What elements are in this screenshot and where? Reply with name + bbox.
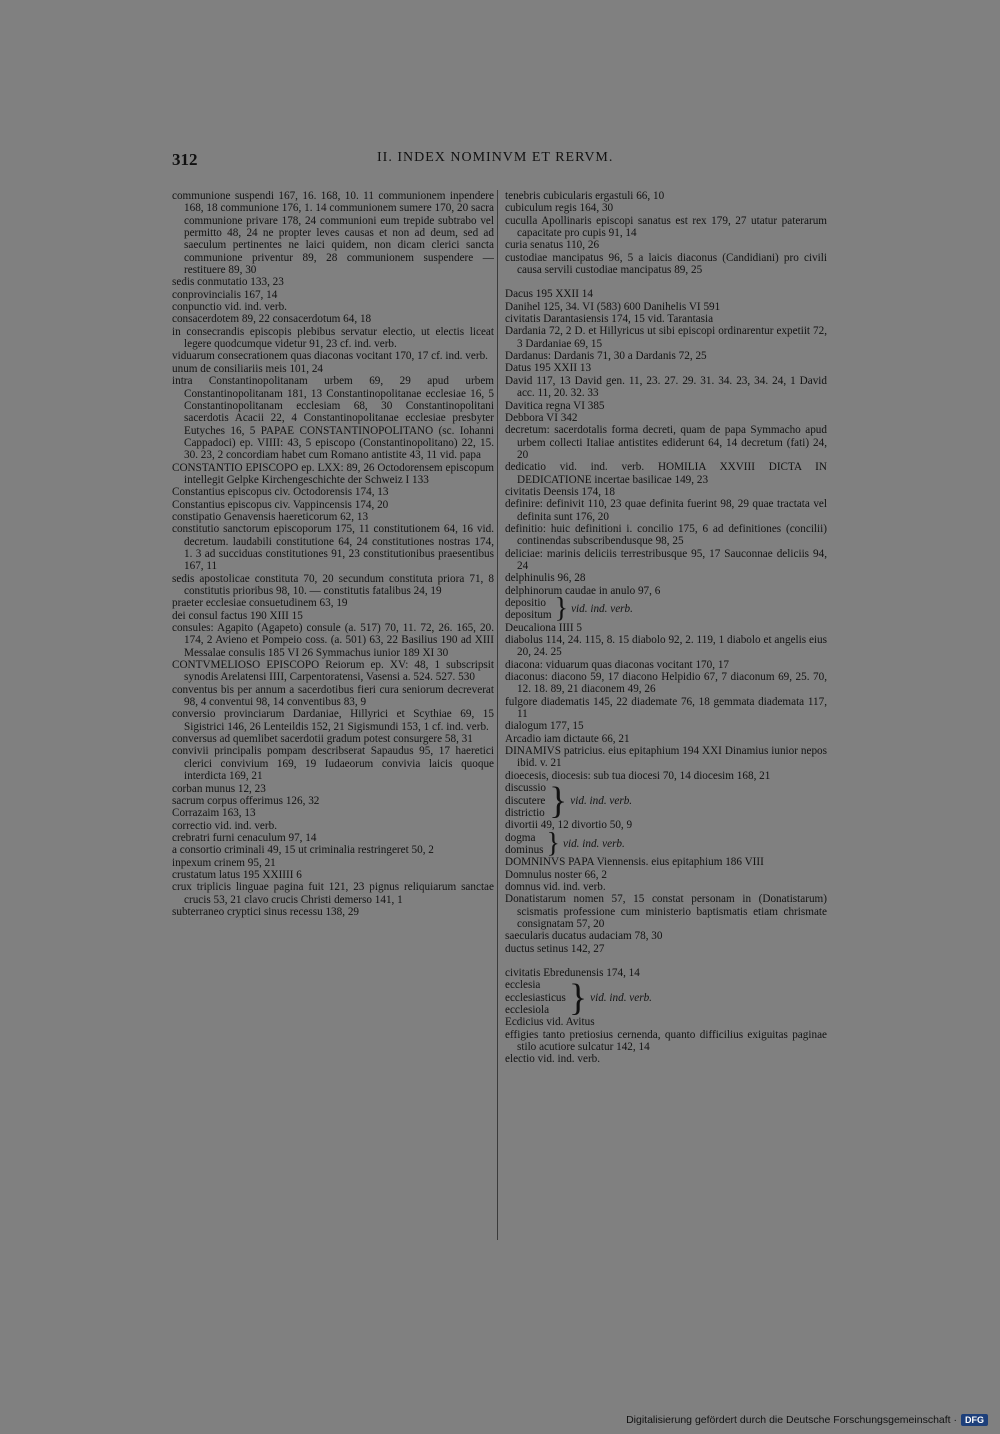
index-entry: constipatio Genavensis haereticorum 62, 13 [172, 510, 369, 523]
index-entry: ecclesia [505, 979, 541, 992]
brace-note: vid. ind. verb. [571, 603, 633, 616]
index-entry: Ecdicius vid. Avitus [505, 1016, 595, 1029]
index-entry: conversio provinciarum Dardaniae, Hillyrici et Scythiae 69, 15 Sigistrici 146, 26 Lenteildis 152, 21 Sigismundi 153, 1 cf. ind. verb. [172, 708, 494, 733]
index-entry: Constantius episcopus civ. Vappincensis 174, 20 [172, 498, 389, 511]
index-entry: civitatis Deensis 174, 18 [505, 485, 615, 498]
dfg-logo: DFG [961, 1414, 988, 1426]
section-gap [505, 276, 827, 288]
index-entry: crux triplicis linguae pagina fuit 121, 23 pignus reliquiarum sanctae crucis 53, 21 clavo crucis Christi demerso 141, 1 [172, 881, 494, 906]
brace-group-discussio [505, 779, 827, 822]
index-entry: sedis apostolicae constituta 70, 20 secundum constituta priora 71, 8 constitutis prioribus 98, 10. — constitutis fatalibus 24, 19 [172, 572, 494, 597]
index-entry: fulgore diadematis 145, 22 diademate 76, 18 gemmata diademata 117, 11 [505, 695, 827, 721]
index-entry: constitutio sanctorum episcoporum 175, 11 constitutionem 64, 16 vid. decretum. laudabili constitutione 64, 24 constitutiones nostras 174, 1. 3 ad succiduas constitutiones 91, 23 constitutionibus praesentibus 167, 11 [172, 523, 494, 573]
index-entry: conversus ad quemlibet sacerdotii gradum potest consurgere 58, 31 [172, 733, 473, 746]
brace-group-dogma [505, 827, 827, 859]
index-group-e-cont [505, 1016, 827, 1065]
index-entry: Dardania 72, 2 D. et Hillyricus ut sibi episcopi ordinarentur expetiit 72, 3 Dardaniae 69, 15 [505, 325, 827, 350]
index-entry: curia senatus 110, 26 [505, 239, 600, 252]
brace-note: vid. ind. verb. [570, 794, 633, 807]
index-entry: effigies tanto pretiosius cernenda, quanto difficilius exiguitas paginae stilo acutiore sulcatur 142, 14 [505, 1028, 827, 1054]
index-entry: Dardanus: Dardanis 71, 30 a Dardanis 72, 25 [505, 350, 707, 363]
index-entry: intra Constantinopolitanam urbem 69, 29 apud urbem Constantinopolitanam 181, 13 Constantinopolitanae ecclesiae 16, 5 Constantinopolitanam ecclesiam 68, 30 Constantinopolitani sacerdotis Acacii 22, 4 Constantinopolitanae ecclesiae presbyter Eutyches 16, 5 PAPAE CONSTANTINOPOLITANO (sc. Iohanni Cappadoci) ep. VIIII: 43, 5 episcopo (Constantinopolitano) 22, 15. 30. 23, 2 concordiam habet cum Romano antistite 43, 11 vid. papa [172, 375, 494, 462]
page-header [172, 150, 830, 172]
index-entry: correctio vid. ind. verb. [172, 819, 278, 832]
index-entry: civitatis Darantasiensis 174, 15 vid. Tarantasia [505, 313, 714, 326]
index-entry: diacona: viduarum quas diaconas vocitant 170, 17 [505, 658, 730, 671]
index-entry: Dacus 195 XXII 14 [505, 288, 593, 301]
index-entry: Debbora VI 342 [505, 411, 578, 424]
index-entry: Danihel 125, 34. VI (583) 600 Danihelis VI 591 [505, 300, 721, 313]
index-entry: dedicatio vid. ind. verb. HOMILIA XXVIII DICTA IN DEDICATIONE incertae basilicae 149, 23 [505, 461, 827, 486]
right-column [505, 190, 827, 1066]
index-entry: deliciae: marinis deliciis terrestribusque 95, 17 Sauconnae deliciis 94, 24 [505, 547, 827, 572]
index-entry: unum de consiliariis meis 101, 24 [172, 362, 324, 375]
index-entry: definitio: huic definitioni i. concilio 175, 6 ad definitiones (concilii) continendas subscribendusque 98, 25 [505, 522, 827, 548]
index-entry: DOMNINVS PAPA Viennensis. eius epitaphium 186 VIII [505, 856, 764, 869]
index-entry: domnus vid. ind. verb. [505, 880, 606, 893]
index-entry: custodiae mancipatus 96, 5 a laicis diaconus (Candidiani) pro civili causa servili custodiae mancipatus 89, 25 [505, 251, 827, 277]
index-entry: decretum: sacerdotalis forma decreti, quam de papa Symmacho apud urbem collecti Italiae antistites ediderunt 64, 14 decretum (fati) 24, 20 [505, 424, 827, 461]
index-entry: convivii principalis pompam describserat Sapaudus 95, 17 haeretici clerici convivium 169, 19 Iudaeorum convivia laicis quoque interdicta 169, 21 [172, 745, 494, 783]
brace-symbol: } [546, 827, 560, 859]
brace-symbol: } [554, 593, 569, 625]
index-entry: viduarum consecrationem quas diaconas vocitant 170, 17 cf. ind. verb. [172, 350, 488, 363]
brace-group-depositio [505, 593, 827, 625]
index-entry: Constantius episcopus civ. Octodorensis 174, 13 [172, 486, 389, 499]
index-entry: Domnulus noster 66, 2 [505, 868, 607, 881]
index-entry: cubiculum regis 164, 30 [505, 202, 614, 215]
index-entry: delphinulis 96, 28 [505, 572, 586, 585]
index-entry: conventus bis per annum a sacerdotibus fieri cura seniorum decreverat 98, 4 conventui 98, 14 conventibus 83, 9 [172, 683, 494, 709]
footer-text: Digitalisierung gefördert durch die Deutsche Forschungsgemeinschaft · [626, 1414, 957, 1426]
index-entry: consacerdotem 89, 22 consacerdotum 64, 18 [172, 313, 372, 326]
index-entry: delphinorum caudae in anulo 97, 6 [505, 584, 661, 597]
brace-symbol: } [549, 779, 568, 822]
index-entry: ecclesiasticus [505, 991, 566, 1004]
index-entry: Deucaliona IIII 5 [505, 621, 583, 634]
index-entry: sedis conmutatio 133, 23 [172, 276, 284, 289]
index-entry: crustatum latus 195 XXIIII 6 [172, 868, 302, 881]
page-number: 312 [172, 150, 198, 169]
index-entry: ecclesiola [505, 1004, 550, 1016]
index-entry: depositum [505, 609, 552, 622]
index-entry: subterraneo cryptici sinus recessu 138, 29 [172, 905, 360, 918]
index-entry: Davitica regna VI 385 [505, 399, 605, 412]
index-entry: sacrum corpus offerimus 126, 32 [172, 794, 320, 807]
index-entry: CONSTANTIO EPISCOPO ep. LXX: 89, 26 Octodorensem episcopum intellegit Gelpke Kirchengeschichte der Schweiz I 133 [172, 461, 494, 486]
index-entry: depositio [505, 597, 547, 609]
brace-note: vid. ind. verb. [563, 837, 625, 850]
index-entry: ductus setinus 142, 27 [505, 942, 605, 955]
index-entry: a consortio criminali 49, 15 ut criminalia restringeret 50, 2 [172, 844, 434, 857]
index-entry: civitatis Ebredunensis 174, 14 [505, 966, 640, 979]
left-column [172, 190, 494, 918]
index-entry: conpunctio vid. ind. verb. [172, 301, 287, 314]
index-entry: definire: definivit 110, 23 quae definita fuerint 98, 29 quae tractata vel definita sunt 176, 20 [505, 498, 827, 523]
brace-note: vid. ind. verb. [590, 991, 652, 1004]
brace-symbol: } [568, 976, 588, 1019]
index-group-d-cont [505, 622, 827, 782]
index-entry: discutere [505, 794, 546, 807]
index-entry: crebratri furni cenaculum 97, 14 [172, 831, 317, 844]
section-gap [505, 955, 827, 967]
index-group-c-end [505, 190, 827, 276]
index-entry: divortii 49, 12 divortio 50, 9 [505, 819, 633, 832]
index-entry: consules: Agapito (Agapeto) consule (a. 517) 70, 11. 72, 26. 165, 20. 174, 2 Avieno et Pompeio coss. (a. 501) 63, 22 Basilius 190 ad XIII Messalae consulis 185 VI 26 Symmachus iunior 189 XI 30 [172, 622, 494, 659]
index-entry: Corrazaim 163, 13 [172, 807, 256, 820]
index-entry: diaconus: diacono 59, 17 diacono Helpidio 67, 7 diaconum 69, 25. 70, 12. 18. 89, 21 diaconem 49, 26 [505, 671, 827, 696]
index-entry: cuculla Apollinaris episcopi sanatus est rex 179, 27 utatur paterarum capacitate pro cupis 91, 14 [505, 214, 827, 240]
index-entry: praeter ecclesiae consuetudinem 63, 19 [172, 597, 348, 610]
index-entry: diabolus 114, 24. 115, 8. 15 diabolo 92, 2. 119, 1 diabolo et angelis eius 20, 24. 25 [505, 634, 827, 659]
index-entry: in consecrandis episcopis plebibus servatur electio, ut electis liceat legere quodcumque videtur 91, 23 cf. ind. verb. [172, 325, 494, 351]
index-entry: communione suspendi 167, 16. 168, 10. 11 communionem inpendere 168, 18 communione 176, 1. 14 communionem sumere 170, 20 sacra communione privare 178, 24 communioni eum trepide subtrabo vel permitto 48, 24 ne propter leves causas et non ad deum, sed ad saeculum pertinentes ne laici quidem, non dicam clerici sancta communione priventur 89, 28 communionem suspendere — restituere 89, 30 [172, 190, 494, 277]
index-entry: dominus [505, 843, 544, 856]
index-entry: Donatistarum nomen 57, 15 constat personam in (Donatistarum) scismatis professione cum ministerio baptismatis etiam chrismate consignatam 57, 20 [505, 893, 827, 930]
index-entry: dioecesis, diocesis: sub tua diocesi 70, 14 diocesim 168, 21 [505, 769, 771, 782]
index-entry: corban munus 12, 23 [172, 782, 266, 795]
index-entry: discussio [505, 782, 547, 795]
index-entry: electio vid. ind. verb. [505, 1053, 601, 1066]
index-entry: conprovincialis 167, 14 [172, 288, 278, 301]
index-group-d-end [505, 856, 827, 955]
brace-group-ecclesia [505, 976, 827, 1019]
column-divider [497, 190, 498, 1240]
index-entry: DINAMIVS patricius. eius epitaphium 194 XXI Dinamius iunior nepos ibid. v. 21 [505, 745, 827, 770]
index-entry: dei consul factus 190 XIII 15 [172, 609, 303, 622]
index-entry: Arcadio iam dictaute 66, 21 [505, 732, 630, 745]
index-group-e [505, 967, 827, 979]
footer-credit [626, 1414, 988, 1426]
index-entry: districtio [505, 806, 545, 819]
index-entry: dogma [505, 831, 536, 844]
index-entry: saecularis ducatus audaciam 78, 30 [505, 930, 663, 943]
index-entry: CONTVMELIOSO EPISCOPO Reiorum ep. XV: 48, 1 subscripsit synodis Arelatensi IIII, Carpentoratensi, Vasensi a. 524. 527. 530 [172, 659, 494, 684]
index-entry: tenebris cubicularis ergastuli 66, 10 [505, 190, 665, 202]
index-entry: inpexum crinem 95, 21 [172, 856, 276, 869]
index-group-d [505, 288, 827, 597]
index-entry: dialogum 177, 15 [505, 720, 584, 733]
index-entry: Datus 195 XXII 13 [505, 362, 592, 375]
page-title: II. INDEX NOMINVM ET RERVM. [377, 150, 614, 165]
index-entry: David 117, 13 David gen. 11, 23. 27. 29. 31. 34. 23, 34. 24, 1 David acc. 11, 20. 32. 33 [505, 374, 827, 400]
